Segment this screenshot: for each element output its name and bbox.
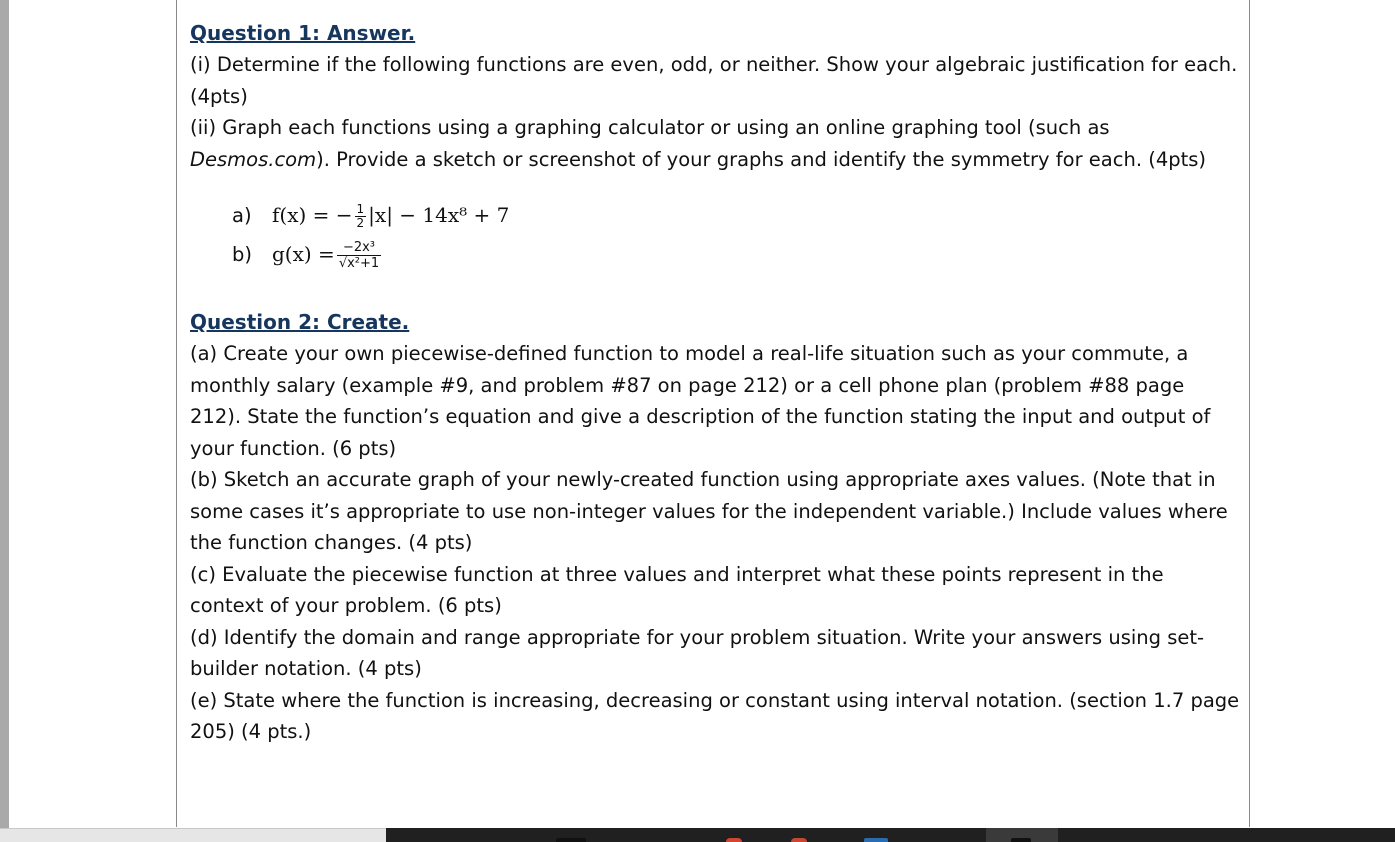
desmos-link-text: Desmos.com [190, 147, 317, 171]
question-2-part-c: (c) Evaluate the piecewise function at three values and interpret what these points represent in the context of your problem. (6 pts) [190, 562, 1164, 617]
formula-a-denominator: 2 [356, 215, 365, 230]
status-strip [0, 828, 386, 842]
document-page [176, 0, 1250, 827]
formula-b [232, 233, 1240, 277]
question-2-heading: Question 2: Create. [190, 310, 410, 334]
left-gutter [0, 0, 9, 828]
formula-a [232, 199, 1240, 233]
formula-b-denominator: √x²+1 [338, 255, 380, 271]
question-2-part-d: (d) Identify the domain and range appropriate for your problem situation. Write your answers using set-builder notation. (4 pts) [190, 625, 1205, 680]
formula-a-lhs: f(x) = − [272, 203, 353, 228]
formula-list [232, 199, 1240, 277]
page-content [190, 18, 1240, 748]
formula-a-label: a) [232, 204, 252, 228]
taskbar-app-icon-2[interactable] [791, 838, 807, 842]
formula-a-rhs: |x| − 14x⁸ + 7 [368, 203, 510, 228]
question-2-part-b: (b) Sketch an accurate graph of your newly-created function using appropriate axes values. (Note that in some cases it’s appropriate to use non-integer values for the independent variable.) Include values where the function changes. (4 pts) [190, 468, 1228, 554]
formula-a-numerator: 1 [356, 201, 365, 216]
question-2-section [190, 307, 1240, 748]
formula-b-fraction [337, 240, 381, 271]
formula-b-lhs: g(x) = [272, 242, 335, 267]
question-1-part-ii [190, 112, 1240, 175]
formula-b-numerator: −2x³ [342, 239, 376, 255]
formula-a-fraction [355, 203, 367, 230]
taskbar-app-icon[interactable] [556, 838, 586, 842]
taskbar-app-icon-3[interactable] [1011, 838, 1031, 842]
taskbar-explorer-icon[interactable] [864, 838, 888, 842]
question-2-part-a: (a) Create your own piecewise-defined function to model a real-life situation such as your commute, a monthly salary (example #9, and problem #87 on page 212) or a cell phone plan (problem #88 page 212). State the function’s equation and give a description of the function stating the input and output of your function. (6 pts) [190, 342, 1211, 460]
question-1-part-i: (i) Determine if the following functions are even, odd, or neither. Show your algebraic justification for each. (4pts) [190, 53, 1238, 108]
question-2-part-e: (e) State where the function is increasing, decreasing or constant using interval notation. (section 1.7 page 205) (4 pts.) [190, 688, 1240, 743]
part-ii-text-start: (ii) Graph each functions using a graphing calculator or using an online graphing tool (such as [190, 116, 1110, 139]
part-ii-text-end: ). Provide a sketch or screenshot of your graphs and identify the symmetry for each. (4pts) [316, 147, 1207, 171]
taskbar-browser-icon[interactable] [726, 838, 742, 842]
formula-b-label: b) [232, 243, 252, 267]
question-1-heading: Question 1: Answer. [190, 21, 416, 45]
taskbar [386, 828, 1395, 842]
